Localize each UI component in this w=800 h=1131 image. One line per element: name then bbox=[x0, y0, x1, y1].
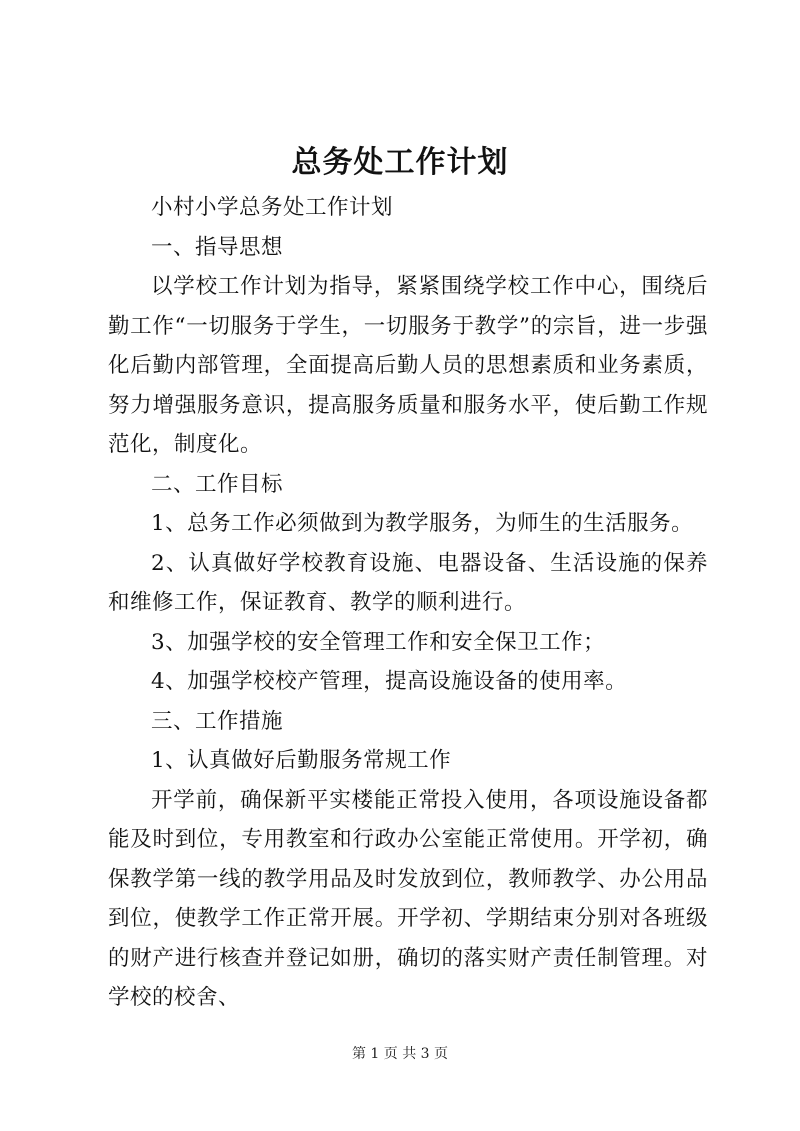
document-title: 总务处工作计划 bbox=[291, 145, 509, 180]
body-paragraph: 以学校工作计划为指导，紧紧围绕学校工作中心，围绕后勤工作“一切服务于学生，一切服务于教学”的宗旨，进一步强化后勤内部管理，全面提高后勤人员的思想素质和业务素质，努力增强服务意识，提高服务质量和服务水平，使后勤工作规范化，制度化。 bbox=[108, 274, 708, 457]
list-item-goal-4: 4、加强学校校产管理，提高设施设备的使用率。 bbox=[151, 669, 628, 694]
subtitle-paragraph: 小村小学总务处工作计划 bbox=[151, 195, 394, 220]
section-heading-work-goals: 二、工作目标 bbox=[151, 471, 284, 497]
list-item-goal-3: 3、加强学校的安全管理工作和安全保卫工作； bbox=[151, 629, 606, 655]
document-body bbox=[108, 188, 708, 1018]
subsection-heading-measure-1: 1、认真做好后勤服务常规工作 bbox=[151, 748, 452, 773]
section-heading-work-measures: 三、工作措施 bbox=[151, 708, 284, 734]
body-paragraph: 开学前，确保新平实楼能正常投入使用，各项设施设备都能及时到位，专用教室和行政办公室能正常使用。开学初，确保教学第一线的教学用品及时发放到位，教师教学、办公用品到位，使教学工作正常开展。开学初、学期结束分别对各班级的财产进行核查并登记如册，确切的落实财产责任制管理。对学校的校舍、 bbox=[108, 787, 708, 1010]
section-heading-guiding-ideology: 一、指导思想 bbox=[151, 234, 284, 260]
list-item-goal-1: 1、总务工作必须做到为教学服务，为师生的生活服务。 bbox=[151, 511, 694, 536]
page-number-footer: 第 1 页 共 3 页 bbox=[351, 1046, 449, 1062]
list-item-goal-2: 2、认真做好学校教育设施、电器设备、生活设施的保养和维修工作，保证教育、教学的顺利进行。 bbox=[108, 550, 708, 615]
